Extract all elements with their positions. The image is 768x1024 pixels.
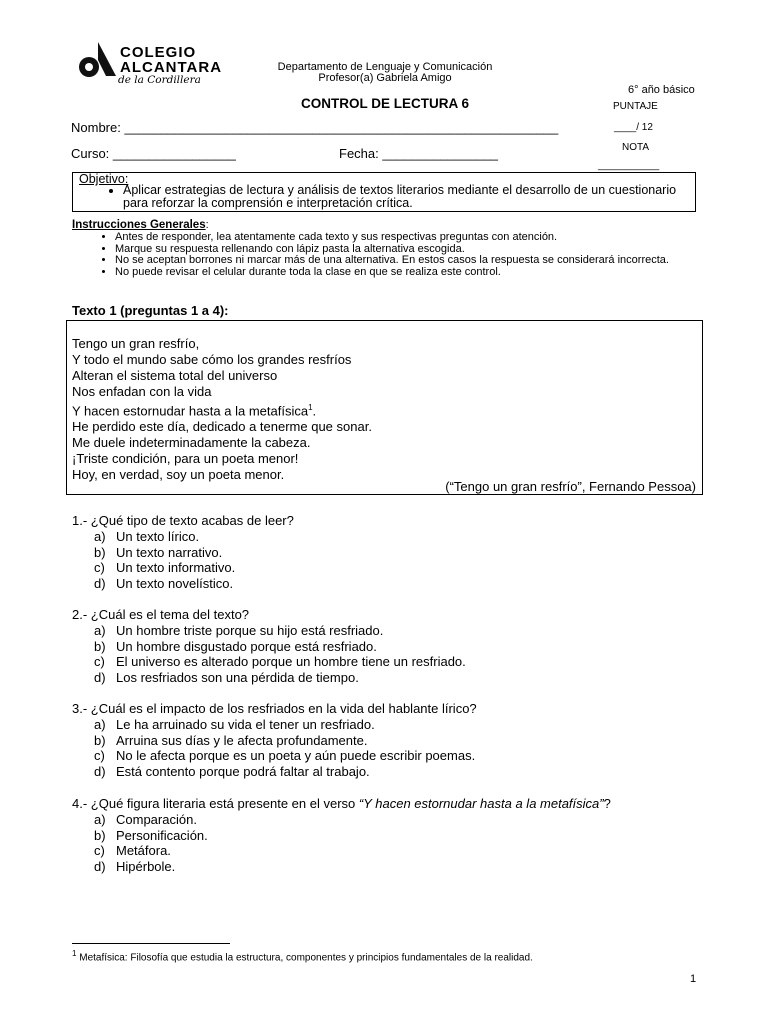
instructions-title: Instrucciones Generales xyxy=(72,219,206,231)
page-title: CONTROL DE LECTURA 6 xyxy=(300,96,469,111)
quoted-verse: “Y hacen estornudar hasta a la metafísica” xyxy=(358,796,604,811)
answer-option[interactable]: a) Un hombre triste porque su hijo está resfriado. xyxy=(94,622,384,638)
answer-option[interactable]: d) Está contento porque podrá faltar al trabajo. xyxy=(94,764,370,780)
footnote-ref[interactable]: 1 xyxy=(308,402,313,412)
answer-option[interactable]: c) No le afecta porque es un poeta y aún puede escribir poemas. xyxy=(94,748,476,764)
score-value: ____/ 12 xyxy=(614,122,653,133)
nota-line: ___________ xyxy=(598,160,660,171)
question-stem: 2.- ¿Cuál es el tema del texto? xyxy=(72,607,250,622)
answer-option[interactable]: b) Personificación. xyxy=(94,827,208,843)
answer-option[interactable]: b) Un hombre disgustado porque está resfriado. xyxy=(94,638,377,654)
grade-text: 6° año básico xyxy=(628,84,695,96)
objective-box xyxy=(72,172,696,212)
answer-option[interactable]: d) Los resfriados son una pérdida de tiempo. xyxy=(94,670,359,686)
instructions: Instrucciones Generales: • Antes de responder, lea atentamente cada texto y sus respectivas preguntas con atención. • Marque su respuesta rellenando con lápiz pasta la alternativa escogida. • No se aceptan borrones ni marcar más de una alternativa. En estos casos la respuesta se considerará incorrecta. • No puede revisar el celular durante toda la clase en que se realiza este control. xyxy=(72,219,696,278)
curso-field[interactable]: Curso: _________________ xyxy=(71,146,236,161)
nota-label: NOTA xyxy=(622,142,650,153)
instruction-item: • No se aceptan borrones ni marcar más de una alternativa. En estos casos la respuesta se considerará incorrecta. xyxy=(115,255,696,267)
instruction-item: • Marque su respuesta rellenando con lápiz pasta la alternativa escogida. xyxy=(115,244,696,256)
poem-line: Nos enfadan con la vida xyxy=(72,383,212,399)
answer-option[interactable]: d) Un texto novelístico. xyxy=(94,576,234,592)
answer-option[interactable]: b) Arruina sus días y le afecta profundamente. xyxy=(94,732,368,748)
footnote: $^1$ Metafísica: Filosofía que estudia la estructura, componentes y principios fundamentales de la realidad. xyxy=(72,949,533,964)
logo-text-alcantara: ALCANTARA xyxy=(120,59,223,76)
answer-option[interactable]: a) Un texto lírico. xyxy=(94,528,200,544)
poem-line: Hoy, en verdad, soy un poeta menor. xyxy=(72,466,285,482)
logo-text-cordillera: de la Cordillera xyxy=(118,74,201,86)
answer-option[interactable]: c) Metáfora. xyxy=(94,843,171,859)
objective-label: Objetivo: xyxy=(79,172,129,186)
footnote-divider xyxy=(72,943,230,944)
poem-line: Me duele indeterminadamente la cabeza. xyxy=(72,434,311,450)
department-text: Departamento de Lenguaje y Comunicación xyxy=(277,61,493,73)
footnote-text: Metafísica: Filosofía que estudia la estructura, componentes y principios fundamentales de la realidad. xyxy=(79,952,533,964)
answer-option[interactable]: a) Comparación. xyxy=(94,811,197,827)
page-number: 1 xyxy=(690,973,697,985)
objective-text: • Aplicar estrategias de lectura y análisis de textos literarios mediante el desarrollo de un cuestionario para reforzar la comprensión e interpretación crítica. xyxy=(123,184,693,210)
nombre-field[interactable]: Nombre: ____________________________________________________________ xyxy=(71,120,559,135)
question-4 xyxy=(72,796,611,875)
instruction-item: • No puede revisar el celular durante toda la clase en que se realiza este control. xyxy=(115,267,696,279)
question-stem: 4.- ¿Qué figura literaria está presente en el verso “Y hacen estornudar hasta a la metafísica”? xyxy=(72,796,611,811)
poem-line: ¡Triste condición, para un poeta menor! xyxy=(72,450,299,466)
fecha-field[interactable]: Fecha: ________________ xyxy=(339,146,499,161)
teacher-text: Profesor(a) Gabriela Amigo xyxy=(318,72,452,84)
text1-heading: Texto 1 (preguntas 1 a 4): xyxy=(72,303,229,318)
logo-mark-icon xyxy=(78,42,122,80)
question-3 xyxy=(72,701,477,780)
poem-line: Tengo un gran resfrío, xyxy=(72,336,200,351)
question-2 xyxy=(72,607,466,686)
school-logo xyxy=(78,42,223,88)
question-stem: 1.- ¿Qué tipo de texto acabas de leer? xyxy=(72,513,294,528)
question-1 xyxy=(72,513,294,592)
poem-line-with-footnote: Y hacen estornudar hasta a la metafísica$^1$. xyxy=(72,402,317,418)
answer-option[interactable]: b) Un texto narrativo. xyxy=(94,544,223,560)
answer-option[interactable]: a) Le ha arruinado su vida el tener un resfriado. xyxy=(94,716,375,732)
poem-line: Y todo el mundo sabe cómo los grandes resfríos xyxy=(72,351,352,367)
poem-line: Alteran el sistema total del universo xyxy=(72,367,278,383)
logo-text-colegio: COLEGIO xyxy=(120,44,197,61)
poem-box xyxy=(66,320,703,495)
answer-option[interactable]: d) Hipérbole. xyxy=(94,859,176,875)
poem-line: He perdido este día, dedicado a tenerme que sonar. xyxy=(72,418,372,434)
instruction-item: • Antes de responder, lea atentamente cada texto y sus respectivas preguntas con atención. xyxy=(115,232,696,244)
answer-option[interactable]: c) El universo es alterado porque un hombre tiene un resfriado. xyxy=(94,654,466,670)
poem-source: (“Tengo un gran resfrío”, Fernando Pessoa) xyxy=(445,479,696,494)
score-label: PUNTAJE xyxy=(613,101,658,112)
answer-option[interactable]: c) Un texto informativo. xyxy=(94,560,236,576)
question-stem: 3.- ¿Cuál es el impacto de los resfriados en la vida del hablante lírico? xyxy=(72,701,477,716)
